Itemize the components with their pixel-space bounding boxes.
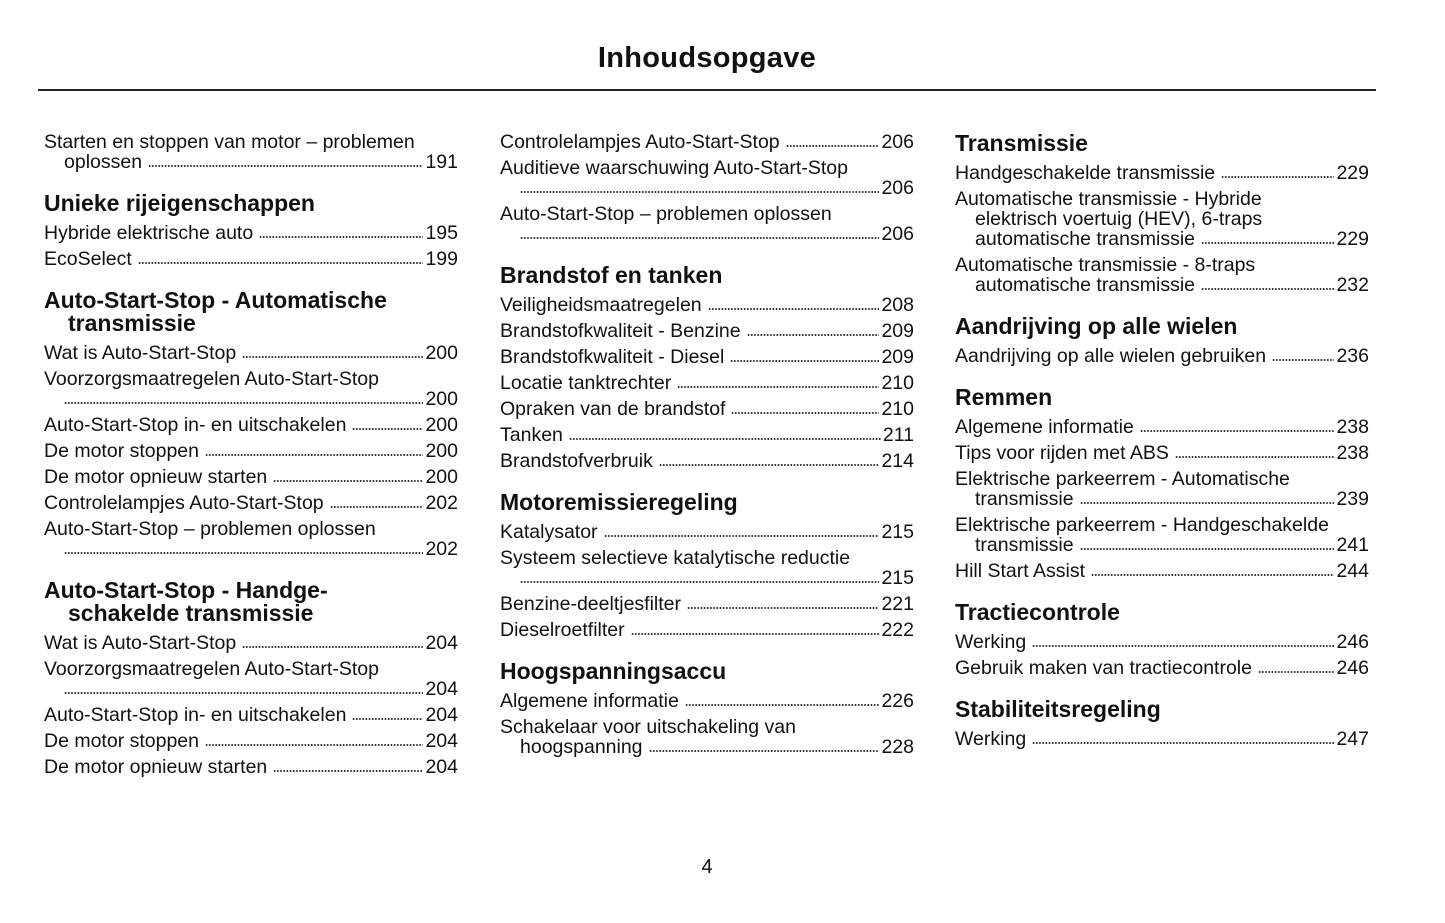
toc-entry-last-line: [44, 493, 458, 513]
toc-entry-last-line: [44, 731, 458, 751]
dot-leader: [1201, 287, 1334, 291]
toc-page-number[interactable]: 214: [881, 450, 914, 472]
toc-entry-last-line: [955, 658, 1369, 678]
toc-page-number[interactable]: 215: [881, 521, 914, 543]
toc-entry-text: automatische transmissie: [975, 228, 1196, 250]
toc-entry[interactable]: [955, 729, 1369, 749]
toc-entry-text: Elektrische parkeerrem - Automatische: [955, 468, 1290, 490]
toc-entry-last-line: [500, 620, 914, 640]
section-heading-line: Auto-Start-Stop - Handge-: [44, 577, 328, 603]
section-heading-line: Unieke rijeigenschappen: [44, 190, 315, 216]
toc-entry[interactable]: [44, 731, 458, 751]
toc-entry-last-line: [44, 415, 458, 435]
dot-leader: [1175, 455, 1335, 459]
toc-page-number[interactable]: 204: [425, 678, 458, 700]
toc-entry-text: Tips voor rijden met ABS: [955, 442, 1169, 464]
dot-leader: [677, 385, 879, 389]
dot-leader: [520, 236, 879, 240]
toc-entry-last-line: [955, 443, 1369, 463]
toc-entry-text: Tanken: [500, 424, 563, 446]
section-heading: [44, 579, 458, 625]
toc-entry-text: Automatische transmissie - 8-traps: [955, 254, 1256, 276]
toc-page-number[interactable]: 228: [881, 736, 914, 758]
toc-entry[interactable]: [955, 255, 1369, 295]
toc-entry-last-line: [500, 224, 914, 244]
toc-entry-text: Algemene informatie: [500, 690, 679, 712]
dot-leader: [659, 463, 880, 467]
section-heading-line: Tractiecontrole: [955, 599, 1120, 625]
toc-entry-text: Starten en stoppen van motor – problemen: [44, 131, 415, 153]
dot-leader: [138, 261, 424, 265]
toc-entry[interactable]: [44, 757, 458, 777]
dot-leader: [273, 769, 423, 773]
toc-page-number[interactable]: 204: [425, 632, 458, 654]
toc-entry[interactable]: [955, 658, 1369, 678]
toc-entry[interactable]: [955, 189, 1369, 249]
section-heading: [44, 192, 458, 215]
dot-leader: [685, 703, 880, 707]
toc-entry-last-line: [44, 539, 458, 559]
dot-leader: [242, 645, 423, 649]
toc-entry-text: Controlelampjes Auto-Start-Stop: [44, 492, 324, 514]
toc-page-number[interactable]: 195: [425, 222, 458, 244]
toc-entry-text: Auto-Start-Stop – problemen oplossen: [500, 203, 832, 225]
toc-page-number[interactable]: 239: [1336, 488, 1369, 510]
page-title: Inhoudsopgave: [597, 42, 817, 74]
toc-entry-text: De motor stoppen: [44, 440, 200, 462]
dot-leader: [64, 551, 423, 555]
toc-entry-last-line: [44, 389, 458, 409]
toc-entry[interactable]: [44, 369, 458, 409]
title-divider: [38, 89, 1376, 91]
dot-leader: [148, 164, 423, 168]
section-heading-line: Brandstof en tanken: [500, 262, 723, 288]
toc-entry-text: Opraken van de brandstof: [500, 398, 726, 420]
toc-page-number[interactable]: 246: [1336, 657, 1369, 679]
toc-entry-text: Werking: [955, 728, 1027, 750]
toc-entry-last-line: [955, 275, 1369, 295]
toc-entry-last-line: [44, 467, 458, 487]
toc-entry[interactable]: [44, 132, 458, 172]
dot-leader: [649, 749, 880, 753]
toc-entry[interactable]: [44, 223, 458, 243]
toc-page-number[interactable]: 208: [881, 294, 914, 316]
dot-leader: [1091, 573, 1334, 577]
dot-leader: [1140, 429, 1335, 433]
section-heading-line: Stabiliteitsregeling: [955, 696, 1161, 722]
toc-entry[interactable]: [500, 204, 914, 244]
toc-entry-text: Auditieve waarschuwing Auto-Start-Stop: [500, 157, 848, 179]
section-heading-line: Hoogspanningsaccu: [500, 658, 727, 684]
toc-entry-text: oplossen: [64, 151, 143, 173]
toc-entry-text: Voorzorgsmaatregelen Auto-Start-Stop: [44, 368, 379, 390]
toc-page-number[interactable]: 206: [881, 131, 914, 153]
toc-entry-text: De motor stoppen: [44, 730, 200, 752]
section-heading: [955, 315, 1369, 338]
dot-leader: [569, 437, 881, 441]
toc-page-number[interactable]: 238: [1336, 442, 1369, 464]
toc-entry-last-line: [500, 522, 914, 542]
toc-page-number[interactable]: 247: [1336, 728, 1369, 750]
toc-entry-last-line: [500, 425, 914, 445]
section-heading-line: Auto-Start-Stop - Automatische: [44, 287, 387, 313]
toc-entry-last-line: [500, 347, 914, 367]
toc-entry-text: Brandstofkwaliteit - Benzine: [500, 320, 741, 342]
section-heading-line: Remmen: [955, 384, 1053, 410]
dot-leader: [1258, 670, 1334, 674]
toc-entry[interactable]: [500, 321, 914, 341]
dot-leader: [1032, 644, 1334, 648]
toc-entry-last-line: [500, 295, 914, 315]
toc-entry[interactable]: [500, 451, 914, 471]
section-heading: [955, 601, 1369, 624]
toc-page-number[interactable]: 222: [881, 619, 914, 641]
toc-entry-text: Veiligheidsmaatregelen: [500, 294, 702, 316]
toc-column-3: [955, 132, 1369, 755]
toc-page-number[interactable]: 211: [882, 424, 914, 446]
toc-page-number[interactable]: 202: [425, 492, 458, 514]
toc-entry[interactable]: [500, 522, 914, 542]
section-heading: [500, 491, 914, 514]
toc-entry[interactable]: [500, 548, 914, 588]
dot-leader: [1080, 501, 1335, 505]
section-heading: [955, 698, 1369, 721]
section-heading: [500, 660, 914, 683]
toc-entry-last-line: [955, 729, 1369, 749]
toc-entry-text: Aandrijving op alle wielen gebruiken: [955, 345, 1267, 367]
dot-leader: [731, 411, 879, 415]
toc-entry[interactable]: [44, 415, 458, 435]
toc-page-number[interactable]: 202: [425, 538, 458, 560]
toc-entry-text: Controlelampjes Auto-Start-Stop: [500, 131, 780, 153]
toc-entry-last-line: [500, 451, 914, 471]
dot-leader: [273, 479, 423, 483]
toc-page-number[interactable]: 232: [1336, 274, 1369, 296]
toc-page-number[interactable]: 209: [881, 320, 914, 342]
section-heading-line: schakelde transmissie: [68, 600, 314, 626]
toc-entry[interactable]: [500, 717, 914, 757]
toc-entry[interactable]: [44, 519, 458, 559]
toc-entry-last-line: [955, 489, 1369, 509]
toc-page-number[interactable]: 199: [425, 248, 458, 270]
toc-entry-last-line: [44, 152, 458, 172]
dot-leader: [242, 355, 423, 359]
toc-page-number[interactable]: 204: [425, 704, 458, 726]
toc-entry-text: Dieselroetfilter: [500, 619, 625, 641]
toc-entry-text: De motor opnieuw starten: [44, 756, 268, 778]
toc-entry-last-line: [955, 535, 1369, 555]
toc-entry-last-line: [500, 737, 914, 757]
toc-entry-text: Locatie tanktrechter: [500, 372, 672, 394]
toc-entry-last-line: [955, 561, 1369, 581]
section-heading-line: transmissie: [68, 310, 196, 336]
dot-leader: [1272, 358, 1334, 362]
toc-entry-last-line: [955, 346, 1369, 366]
toc-entry-last-line: [44, 633, 458, 653]
toc-entry-last-line: [955, 417, 1369, 437]
dot-leader: [64, 401, 423, 405]
dot-leader: [64, 691, 423, 695]
toc-entry-text: Auto-Start-Stop in- en uitschakelen: [44, 414, 347, 436]
toc-entry-last-line: [500, 178, 914, 198]
toc-entry-text: Wat is Auto-Start-Stop: [44, 632, 237, 654]
toc-entry-text: Werking: [955, 631, 1027, 653]
toc-page-number[interactable]: 244: [1336, 560, 1369, 582]
toc-entry-text: De motor opnieuw starten: [44, 466, 268, 488]
toc-entry-last-line: [44, 705, 458, 725]
dot-leader: [747, 333, 880, 337]
toc-entry-last-line: [44, 249, 458, 269]
toc-entry-last-line: [500, 594, 914, 614]
toc-entry-last-line: [44, 757, 458, 777]
toc-entry-text: Katalysator: [500, 521, 598, 543]
dot-leader: [205, 453, 423, 457]
toc-entry-text: hoogspanning: [520, 736, 643, 758]
dot-leader: [330, 505, 424, 509]
toc-entry-last-line: [500, 373, 914, 393]
toc-entry[interactable]: [500, 158, 914, 198]
page-number: 4: [701, 856, 713, 878]
toc-entry-text: Gebruik maken van tractiecontrole: [955, 657, 1252, 679]
toc-entry[interactable]: [955, 163, 1369, 183]
toc-page-number[interactable]: 226: [881, 690, 914, 712]
toc-column-1: [44, 132, 458, 783]
toc-entry[interactable]: [500, 425, 914, 445]
toc-page-number[interactable]: 191: [425, 151, 458, 173]
dot-leader: [631, 632, 880, 636]
dot-leader: [352, 427, 423, 431]
toc-entry-text: Voorzorgsmaatregelen Auto-Start-Stop: [44, 658, 379, 680]
toc-entry[interactable]: [44, 705, 458, 725]
toc-entry[interactable]: [955, 515, 1369, 555]
toc-entry-text: elektrisch voertuig (HEV), 6-traps: [975, 208, 1263, 230]
toc-entry-last-line: [955, 229, 1369, 249]
toc-entry[interactable]: [955, 443, 1369, 463]
dot-leader: [1032, 741, 1334, 745]
toc-page-number[interactable]: 215: [881, 567, 914, 589]
toc-entry-last-line: [500, 691, 914, 711]
toc-page-number[interactable]: 229: [1336, 228, 1369, 250]
dot-leader: [352, 717, 423, 721]
toc-entry-text: Brandstofkwaliteit - Diesel: [500, 346, 725, 368]
toc-entry[interactable]: [955, 469, 1369, 509]
toc-entry[interactable]: [500, 620, 914, 640]
dot-leader: [708, 307, 880, 311]
toc-entry-text: Wat is Auto-Start-Stop: [44, 342, 237, 364]
toc-entry[interactable]: [500, 399, 914, 419]
toc-entry-text: Handgeschakelde transmissie: [955, 162, 1216, 184]
toc-entry[interactable]: [44, 633, 458, 653]
dot-leader: [1221, 175, 1334, 179]
toc-entry-last-line: [44, 223, 458, 243]
toc-page-number[interactable]: 206: [881, 177, 914, 199]
toc-page-number[interactable]: 200: [425, 342, 458, 364]
dot-leader: [259, 235, 423, 239]
toc-entry[interactable]: [44, 249, 458, 269]
toc-page-number[interactable]: 210: [881, 372, 914, 394]
toc-page-number[interactable]: 221: [881, 593, 914, 615]
toc-entry-text: Automatische transmissie - Hybride: [955, 188, 1262, 210]
toc-entry-text: Schakelaar voor uitschakeling van: [500, 716, 796, 738]
section-heading: [955, 132, 1369, 155]
toc-entry[interactable]: [500, 594, 914, 614]
dot-leader: [1201, 241, 1334, 245]
toc-page-number[interactable]: 206: [881, 223, 914, 245]
toc-entry-text: Auto-Start-Stop – problemen oplossen: [44, 518, 376, 540]
section-heading: [955, 386, 1369, 409]
dot-leader: [1080, 547, 1335, 551]
toc-entry-last-line: [500, 399, 914, 419]
toc-entry[interactable]: [500, 373, 914, 393]
toc-page-number[interactable]: 229: [1336, 162, 1369, 184]
toc-page-number[interactable]: 204: [425, 730, 458, 752]
section-heading-line: Aandrijving op alle wielen: [955, 313, 1238, 339]
toc-entry-text: Algemene informatie: [955, 416, 1134, 438]
section-heading-line: Transmissie: [955, 130, 1088, 156]
toc-page-number[interactable]: 210: [881, 398, 914, 420]
toc-entry[interactable]: [955, 561, 1369, 581]
section-heading-line: Motoremissieregeling: [500, 489, 738, 515]
dot-leader: [520, 190, 879, 194]
toc-entry[interactable]: [500, 347, 914, 367]
dot-leader: [687, 606, 879, 610]
toc-page-number[interactable]: 236: [1336, 345, 1369, 367]
toc-entry-last-line: [955, 632, 1369, 652]
toc-entry-text: automatische transmissie: [975, 274, 1196, 296]
toc-column-2: [500, 132, 914, 763]
toc-page-number[interactable]: 204: [425, 756, 458, 778]
section-heading: [44, 289, 458, 335]
toc-entry-last-line: [44, 679, 458, 699]
toc-page-number[interactable]: 200: [425, 414, 458, 436]
dot-leader: [730, 359, 879, 363]
toc-entry[interactable]: [44, 441, 458, 461]
toc-entry[interactable]: [500, 132, 914, 152]
toc-entry[interactable]: [500, 295, 914, 315]
toc-entry-last-line: [44, 441, 458, 461]
toc-entry-text: Hybride elektrische auto: [44, 222, 254, 244]
toc-page-number[interactable]: 209: [881, 346, 914, 368]
toc-entry-text: Brandstofverbruik: [500, 450, 653, 472]
toc-entry-last-line: [500, 321, 914, 341]
toc-entry-last-line: [44, 343, 458, 363]
toc-entry-text: Elektrische parkeerrem - Handgeschakelde: [955, 514, 1329, 536]
toc-entry[interactable]: [955, 417, 1369, 437]
toc-page-number[interactable]: 200: [425, 388, 458, 410]
section-heading: [500, 264, 914, 287]
dot-leader: [520, 580, 879, 584]
toc-entry[interactable]: [955, 346, 1369, 366]
toc-entry-text: Systeem selectieve katalytische reductie: [500, 547, 851, 569]
toc-entry[interactable]: [44, 467, 458, 487]
toc-entry-text: transmissie: [975, 534, 1074, 556]
toc-entry[interactable]: [44, 493, 458, 513]
toc-page-number[interactable]: 238: [1336, 416, 1369, 438]
toc-entry-last-line: [500, 568, 914, 588]
toc-entry[interactable]: [44, 343, 458, 363]
toc-entry[interactable]: [500, 691, 914, 711]
toc-page-number[interactable]: 200: [425, 440, 458, 462]
toc-entry-text: EcoSelect: [44, 248, 132, 270]
toc-entry-last-line: [955, 163, 1369, 183]
toc-page-number[interactable]: 200: [425, 466, 458, 488]
toc-entry[interactable]: [44, 659, 458, 699]
toc-entry-text: Benzine-deeltjesfilter: [500, 593, 682, 615]
toc-entry-text: Hill Start Assist: [955, 560, 1086, 582]
dot-leader: [205, 743, 423, 747]
toc-entry-text: transmissie: [975, 488, 1074, 510]
toc-page-number[interactable]: 246: [1336, 631, 1369, 653]
dot-leader: [604, 534, 880, 538]
toc-page-number[interactable]: 241: [1336, 534, 1369, 556]
toc-entry-text: Auto-Start-Stop in- en uitschakelen: [44, 704, 347, 726]
toc-entry-last-line: [500, 132, 914, 152]
dot-leader: [786, 144, 880, 148]
toc-entry[interactable]: [955, 632, 1369, 652]
